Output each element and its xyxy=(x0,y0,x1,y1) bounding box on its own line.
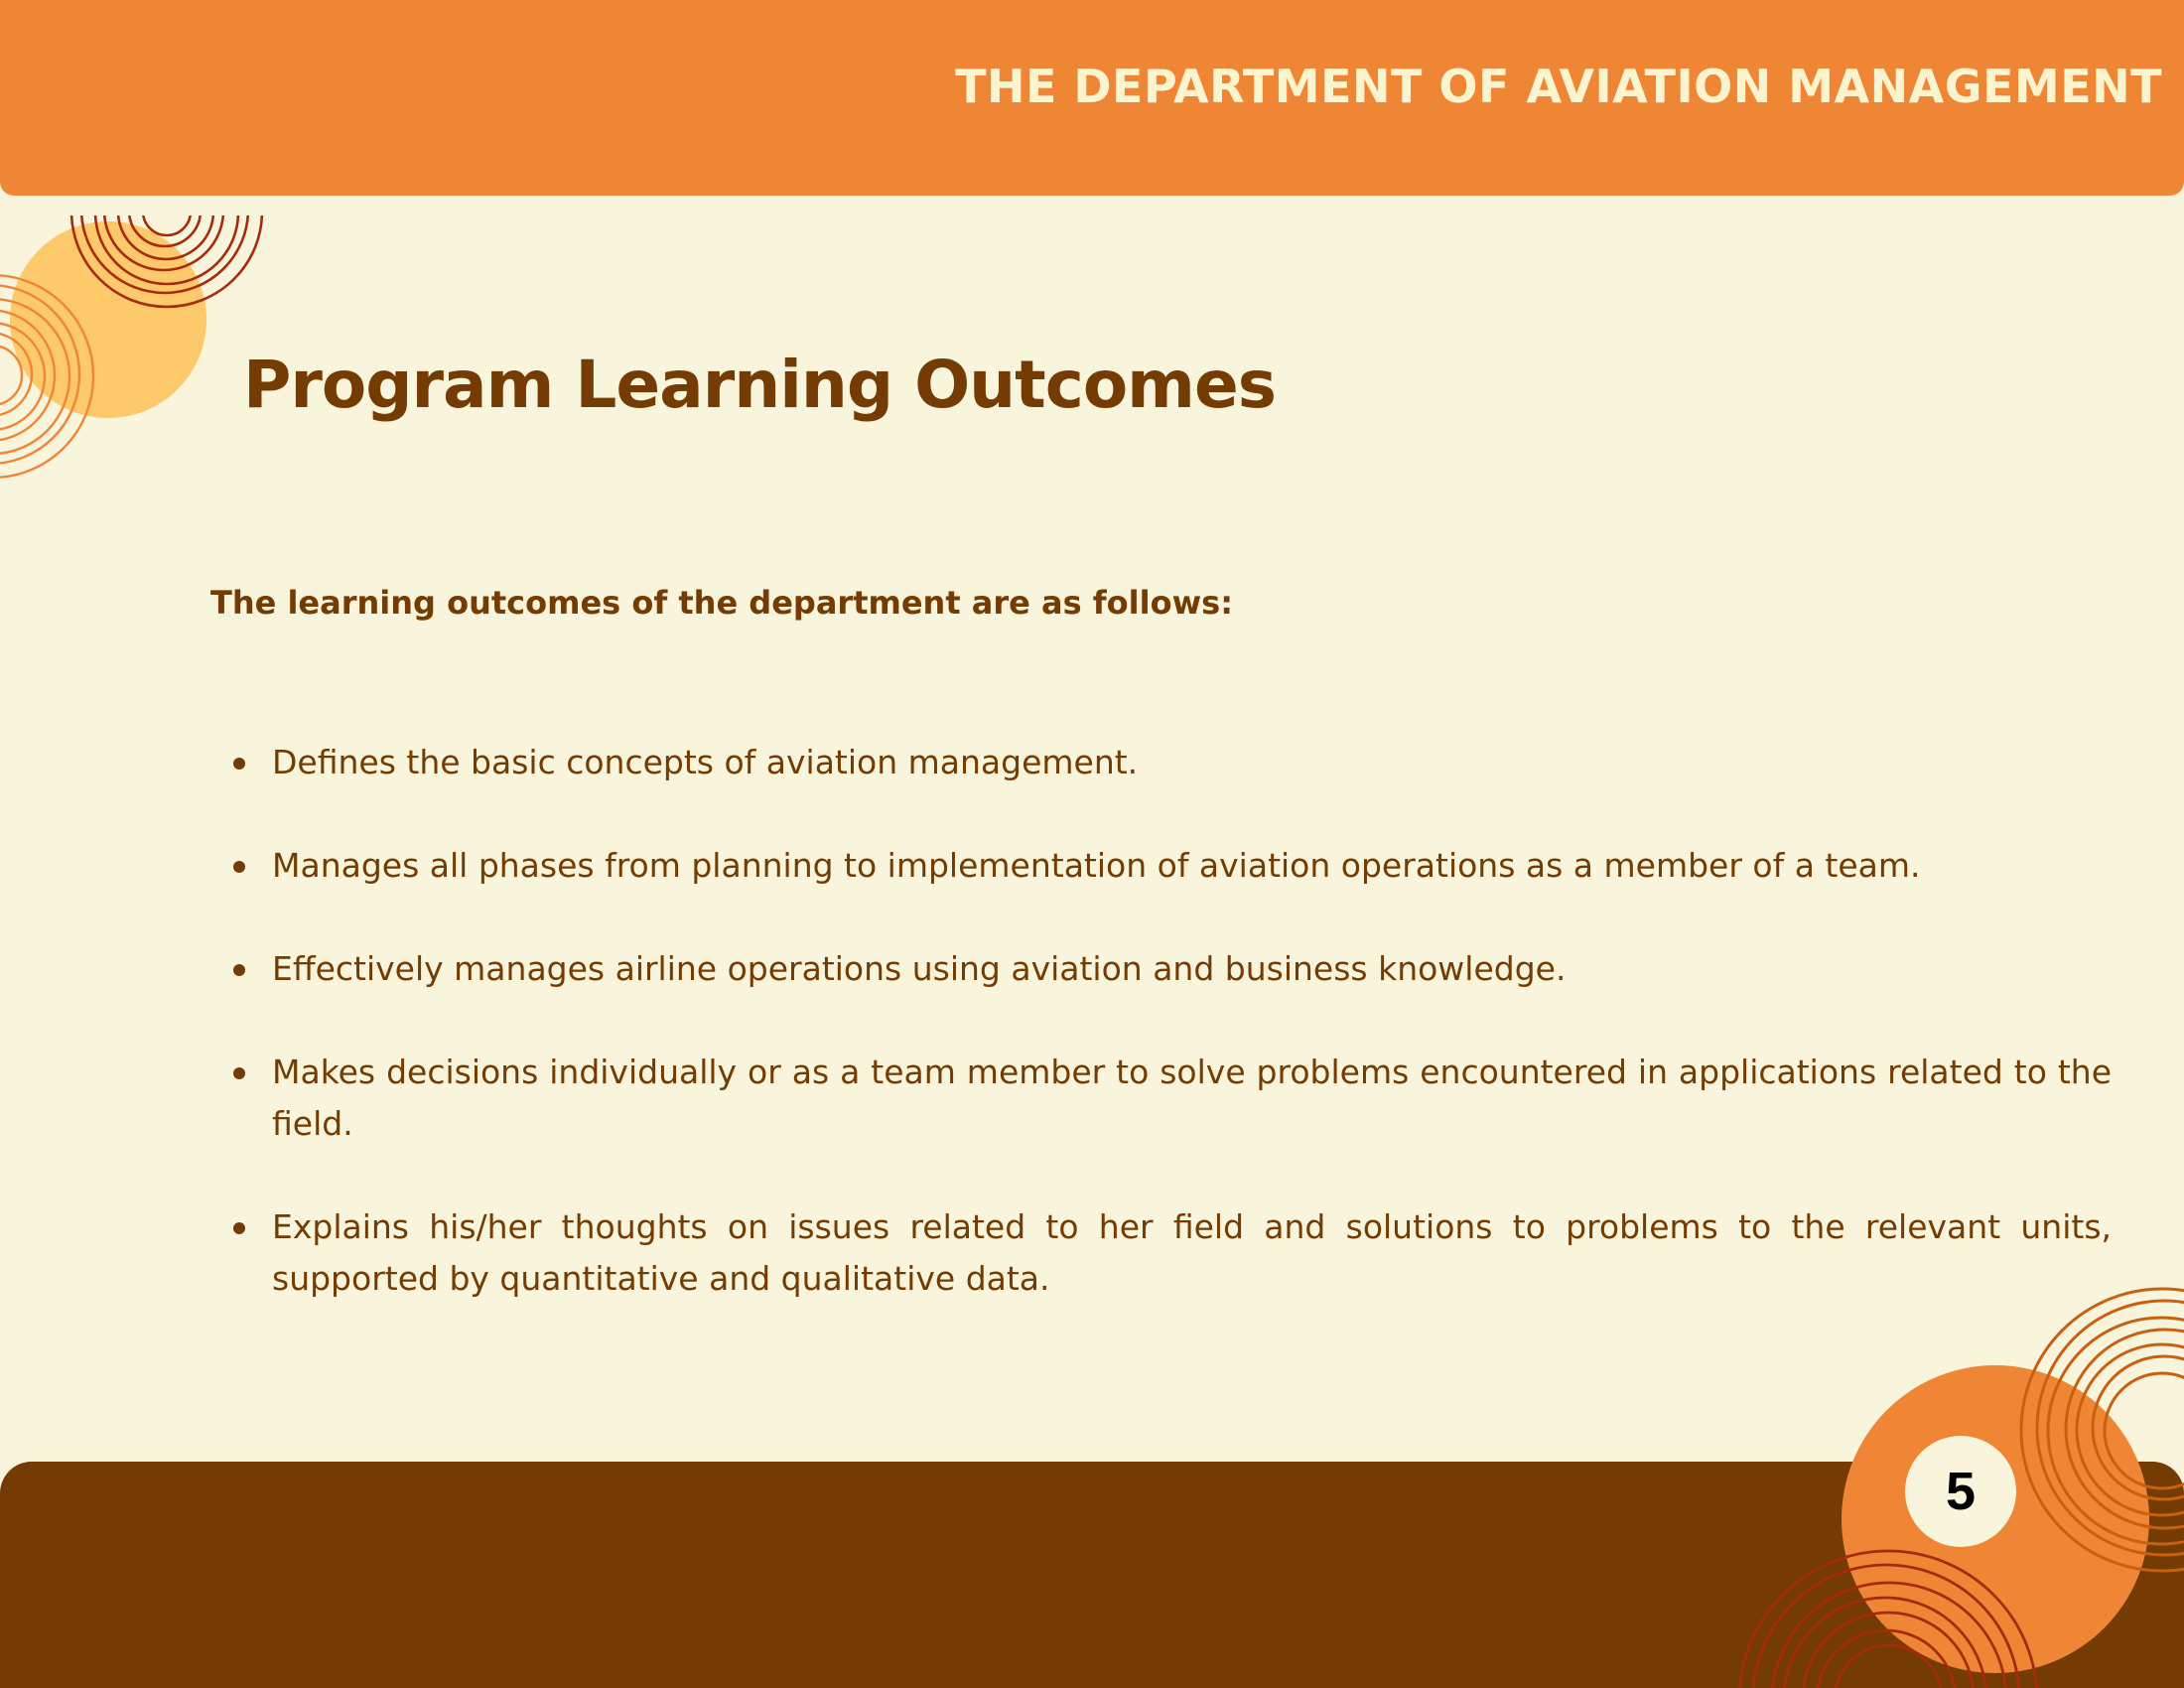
outcome-text: Explains his/her thoughts on issues related to her field and solutions to problems to the relevant units, supported by quantitative and qualitative data. xyxy=(272,1207,2112,1298)
outcome-item xyxy=(231,943,2112,995)
yellow-circle xyxy=(10,221,206,418)
outcome-text: Defines the basic concepts of aviation management. xyxy=(272,743,1139,781)
outcome-item xyxy=(231,1047,2112,1150)
page-number-badge: 5 xyxy=(1905,1436,2016,1547)
bullet-icon xyxy=(233,1222,245,1234)
intro-text: The learning outcomes of the department are as follows: xyxy=(210,584,1233,622)
outcomes-list xyxy=(231,737,2112,1305)
page-title: Program Learning Outcomes xyxy=(243,347,1276,423)
outcome-text: Makes decisions individually or as a team member to solve problems encountered in applications related to the field. xyxy=(272,1053,2112,1143)
outcome-item xyxy=(231,840,2112,892)
outcome-item xyxy=(231,737,2112,788)
outcome-text: Effectively manages airline operations using aviation and business knowledge. xyxy=(272,949,1567,988)
outcome-text: Manages all phases from planning to implementation of aviation operations as a member of a team. xyxy=(272,846,1921,885)
bullet-icon xyxy=(233,1067,245,1079)
bullet-icon xyxy=(233,758,245,770)
decorative-rings-top-left xyxy=(0,196,298,493)
department-title: THE DEPARTMENT OF AVIATION MANAGEMENT xyxy=(955,60,2162,113)
bullet-icon xyxy=(233,861,245,873)
header-band xyxy=(0,0,2184,196)
bullet-icon xyxy=(233,964,245,976)
